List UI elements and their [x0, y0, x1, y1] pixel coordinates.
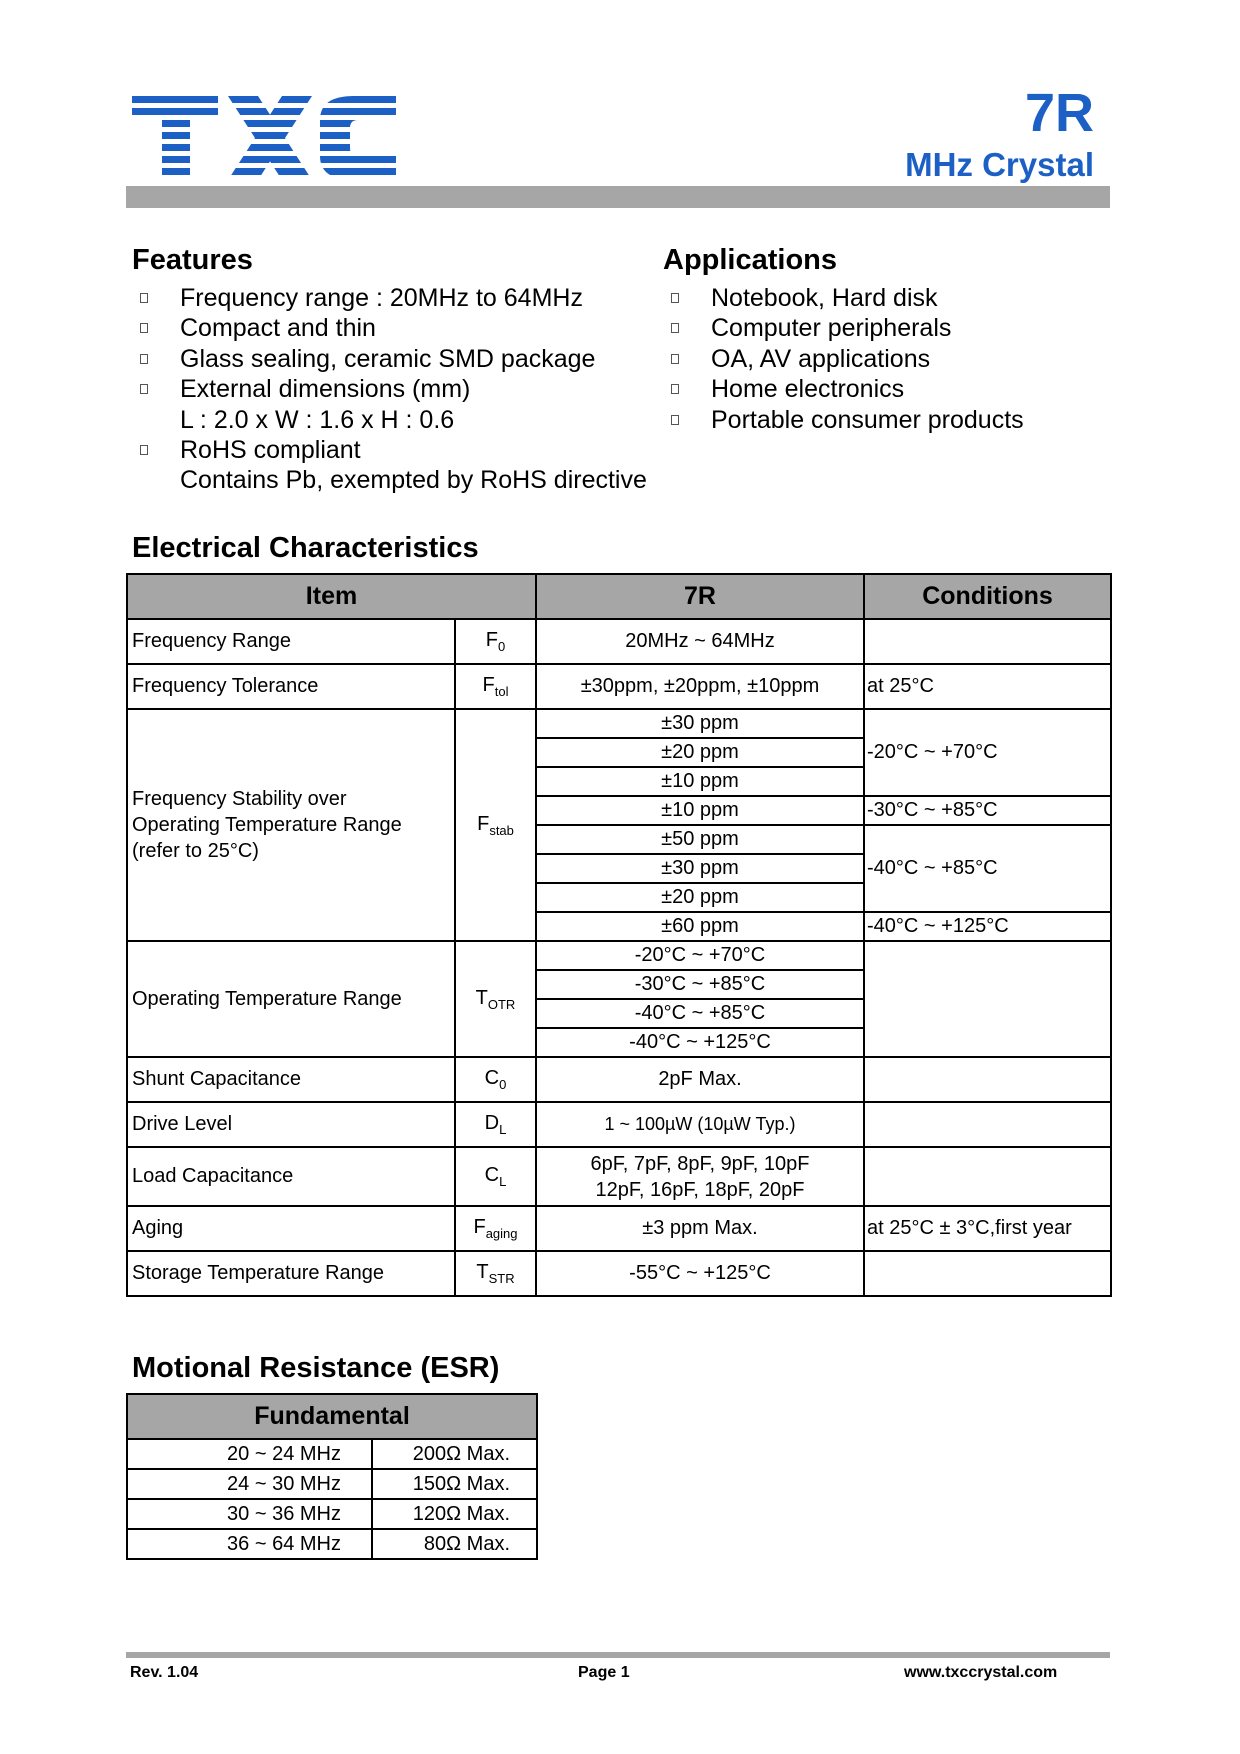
item-label: Load Capacitance [127, 1147, 455, 1206]
header-value: 7R [536, 574, 864, 619]
item-symbol: $F_0$ [455, 619, 536, 664]
item-value: ±10 ppm [536, 767, 864, 796]
table-row [127, 664, 1111, 709]
table-row [127, 1439, 537, 1469]
esr-table [126, 1393, 538, 1560]
electrical-title: Electrical Characteristics [132, 532, 479, 564]
list-item [671, 374, 1024, 404]
item-value: -55°C ~ +125°C [536, 1251, 864, 1296]
revision: Rev. 1.04 [130, 1664, 199, 1681]
list-item [671, 344, 1024, 374]
table-row [127, 1206, 1111, 1251]
item-label: Drive Level [127, 1102, 455, 1147]
bullet-icon [140, 354, 148, 364]
bullet-icon [140, 323, 148, 333]
item-value: ±3 ppm Max. [536, 1206, 864, 1251]
item-condition: -40°C ~ +85°C [864, 825, 1111, 912]
list-item-text: Computer peripherals [711, 314, 952, 343]
esr-frequency: 30 ~ 36 MHz [127, 1499, 372, 1529]
table-row [127, 941, 1111, 970]
header-conditions: Conditions [864, 574, 1111, 619]
txc-logo [132, 96, 396, 180]
item-value: ±60 ppm [536, 912, 864, 941]
list-item-text: Compact and thin [180, 314, 376, 343]
applications-title: Applications [663, 244, 838, 276]
esr-resistance: 120Ω Max. [372, 1499, 537, 1529]
item-label: Frequency Tolerance [127, 664, 455, 709]
item-symbol: $F_{tol}$ [455, 664, 536, 709]
item-label: Operating Temperature Range [127, 941, 455, 1057]
esr-header: Fundamental [127, 1394, 537, 1439]
list-item-text: RoHS compliant [180, 436, 361, 465]
table-row [127, 1499, 537, 1529]
esr-resistance: 200Ω Max. [372, 1439, 537, 1469]
bullet-icon [671, 293, 679, 303]
item-value: ±20 ppm [536, 883, 864, 912]
features-list [140, 283, 647, 496]
item-value: ±50 ppm [536, 825, 864, 854]
item-symbol: $F_{stab}$ [455, 709, 536, 941]
list-item [140, 344, 647, 374]
item-condition [864, 1057, 1111, 1102]
bullet-icon [140, 445, 148, 455]
bullet-icon [671, 384, 679, 394]
bullet-icon [671, 415, 679, 425]
list-item-text: Notebook, Hard disk [711, 284, 938, 312]
header-item: Item [127, 574, 536, 619]
item-label: Frequency Range [127, 619, 455, 664]
list-item [140, 283, 647, 313]
item-value: -30°C ~ +85°C [536, 970, 864, 999]
item-condition [864, 1147, 1111, 1206]
item-value: 1 ~ 100µW (10µW Typ.) [536, 1102, 864, 1147]
esr-frequency: 36 ~ 64 MHz [127, 1529, 372, 1559]
list-item-text: OA, AV applications [711, 344, 931, 373]
bullet-icon [140, 384, 148, 394]
footer-divider [126, 1652, 1110, 1658]
product-code: 7R [1024, 83, 1094, 143]
list-item-text: Glass sealing, ceramic SMD package [180, 344, 596, 373]
item-label: Aging [127, 1206, 455, 1251]
esr-resistance: 80Ω Max. [372, 1529, 537, 1559]
item-value: -40°C ~ +125°C [536, 1028, 864, 1057]
electrical-characteristics-table [126, 573, 1112, 1297]
item-value: ±30ppm, ±20ppm, ±10ppm [536, 664, 864, 709]
list-item-text: External dimensions (mm) [180, 375, 471, 404]
list-item [140, 313, 647, 343]
table-row [127, 1147, 1111, 1206]
esr-title: Motional Resistance (ESR) [132, 1352, 500, 1384]
item-symbol: $F_{aging}$ [455, 1206, 536, 1251]
list-item [140, 435, 647, 496]
list-item [140, 374, 647, 435]
bullet-icon [140, 293, 148, 303]
item-symbol: $T_{STR}$ [455, 1251, 536, 1296]
item-condition [864, 1251, 1111, 1296]
item-condition: -40°C ~ +125°C [864, 912, 1111, 941]
item-value: 20MHz ~ 64MHz [536, 619, 864, 664]
item-value: -40°C ~ +85°C [536, 999, 864, 1028]
item-symbol: $D_L$ [455, 1102, 536, 1147]
item-value: -20°C ~ +70°C [536, 941, 864, 970]
bullet-icon [671, 354, 679, 364]
list-item-text: L : 2.0 x W : 1.6 x H : 0.6 [180, 405, 455, 434]
item-condition [864, 1102, 1111, 1147]
item-value: ±30 ppm [536, 854, 864, 883]
item-label: Frequency Stability over Operating Temperature Range (refer to 25°C) [127, 709, 455, 941]
list-item-text: Home electronics [711, 375, 905, 404]
features-title: Features [132, 244, 253, 276]
table-row [127, 1057, 1111, 1102]
website[interactable]: www.txccrystal.com [904, 1664, 1058, 1681]
table-row [127, 619, 1111, 664]
list-item [671, 283, 1024, 313]
bullet-icon [671, 323, 679, 333]
table-row [127, 1251, 1111, 1296]
item-label: Shunt Capacitance [127, 1057, 455, 1102]
item-condition: -20°C ~ +70°C [864, 709, 1111, 796]
item-label: Storage Temperature Range [127, 1251, 455, 1296]
list-item [671, 405, 1024, 435]
item-symbol: $C_L$ [455, 1147, 536, 1206]
item-condition: -30°C ~ +85°C [864, 796, 1111, 825]
item-value: 2pF Max. [536, 1057, 864, 1102]
list-item-text: Contains Pb, exempted by RoHS directive [180, 466, 647, 495]
item-condition [864, 941, 1111, 1057]
item-symbol: $C_0$ [455, 1057, 536, 1102]
table-row [127, 709, 1111, 738]
list-item-text: Portable consumer products [711, 405, 1024, 434]
item-condition: at 25°C [864, 664, 1111, 709]
header-divider [126, 186, 1110, 208]
page-number: Page 1 [578, 1664, 630, 1681]
table-row [127, 1529, 537, 1559]
esr-resistance: 150Ω Max. [372, 1469, 537, 1499]
list-item-text: Frequency range : 20MHz to 64MHz [180, 284, 583, 312]
item-value: ±30 ppm [536, 709, 864, 738]
item-condition: at 25°C ± 3°C,first year [864, 1206, 1111, 1251]
esr-frequency: 24 ~ 30 MHz [127, 1469, 372, 1499]
table-row [127, 1102, 1111, 1147]
item-value: ±20 ppm [536, 738, 864, 767]
item-value: ±10 ppm [536, 796, 864, 825]
esr-frequency: 20 ~ 24 MHz [127, 1439, 372, 1469]
applications-list [671, 283, 1024, 435]
item-condition [864, 619, 1111, 664]
item-symbol: $T_{OTR}$ [455, 941, 536, 1057]
item-value: 6pF, 7pF, 8pF, 9pF, 10pF 12pF, 16pF, 18pF, 20pF [536, 1147, 864, 1206]
list-item [671, 313, 1024, 343]
table-row [127, 1469, 537, 1499]
product-type: MHz Crystal [905, 146, 1094, 183]
